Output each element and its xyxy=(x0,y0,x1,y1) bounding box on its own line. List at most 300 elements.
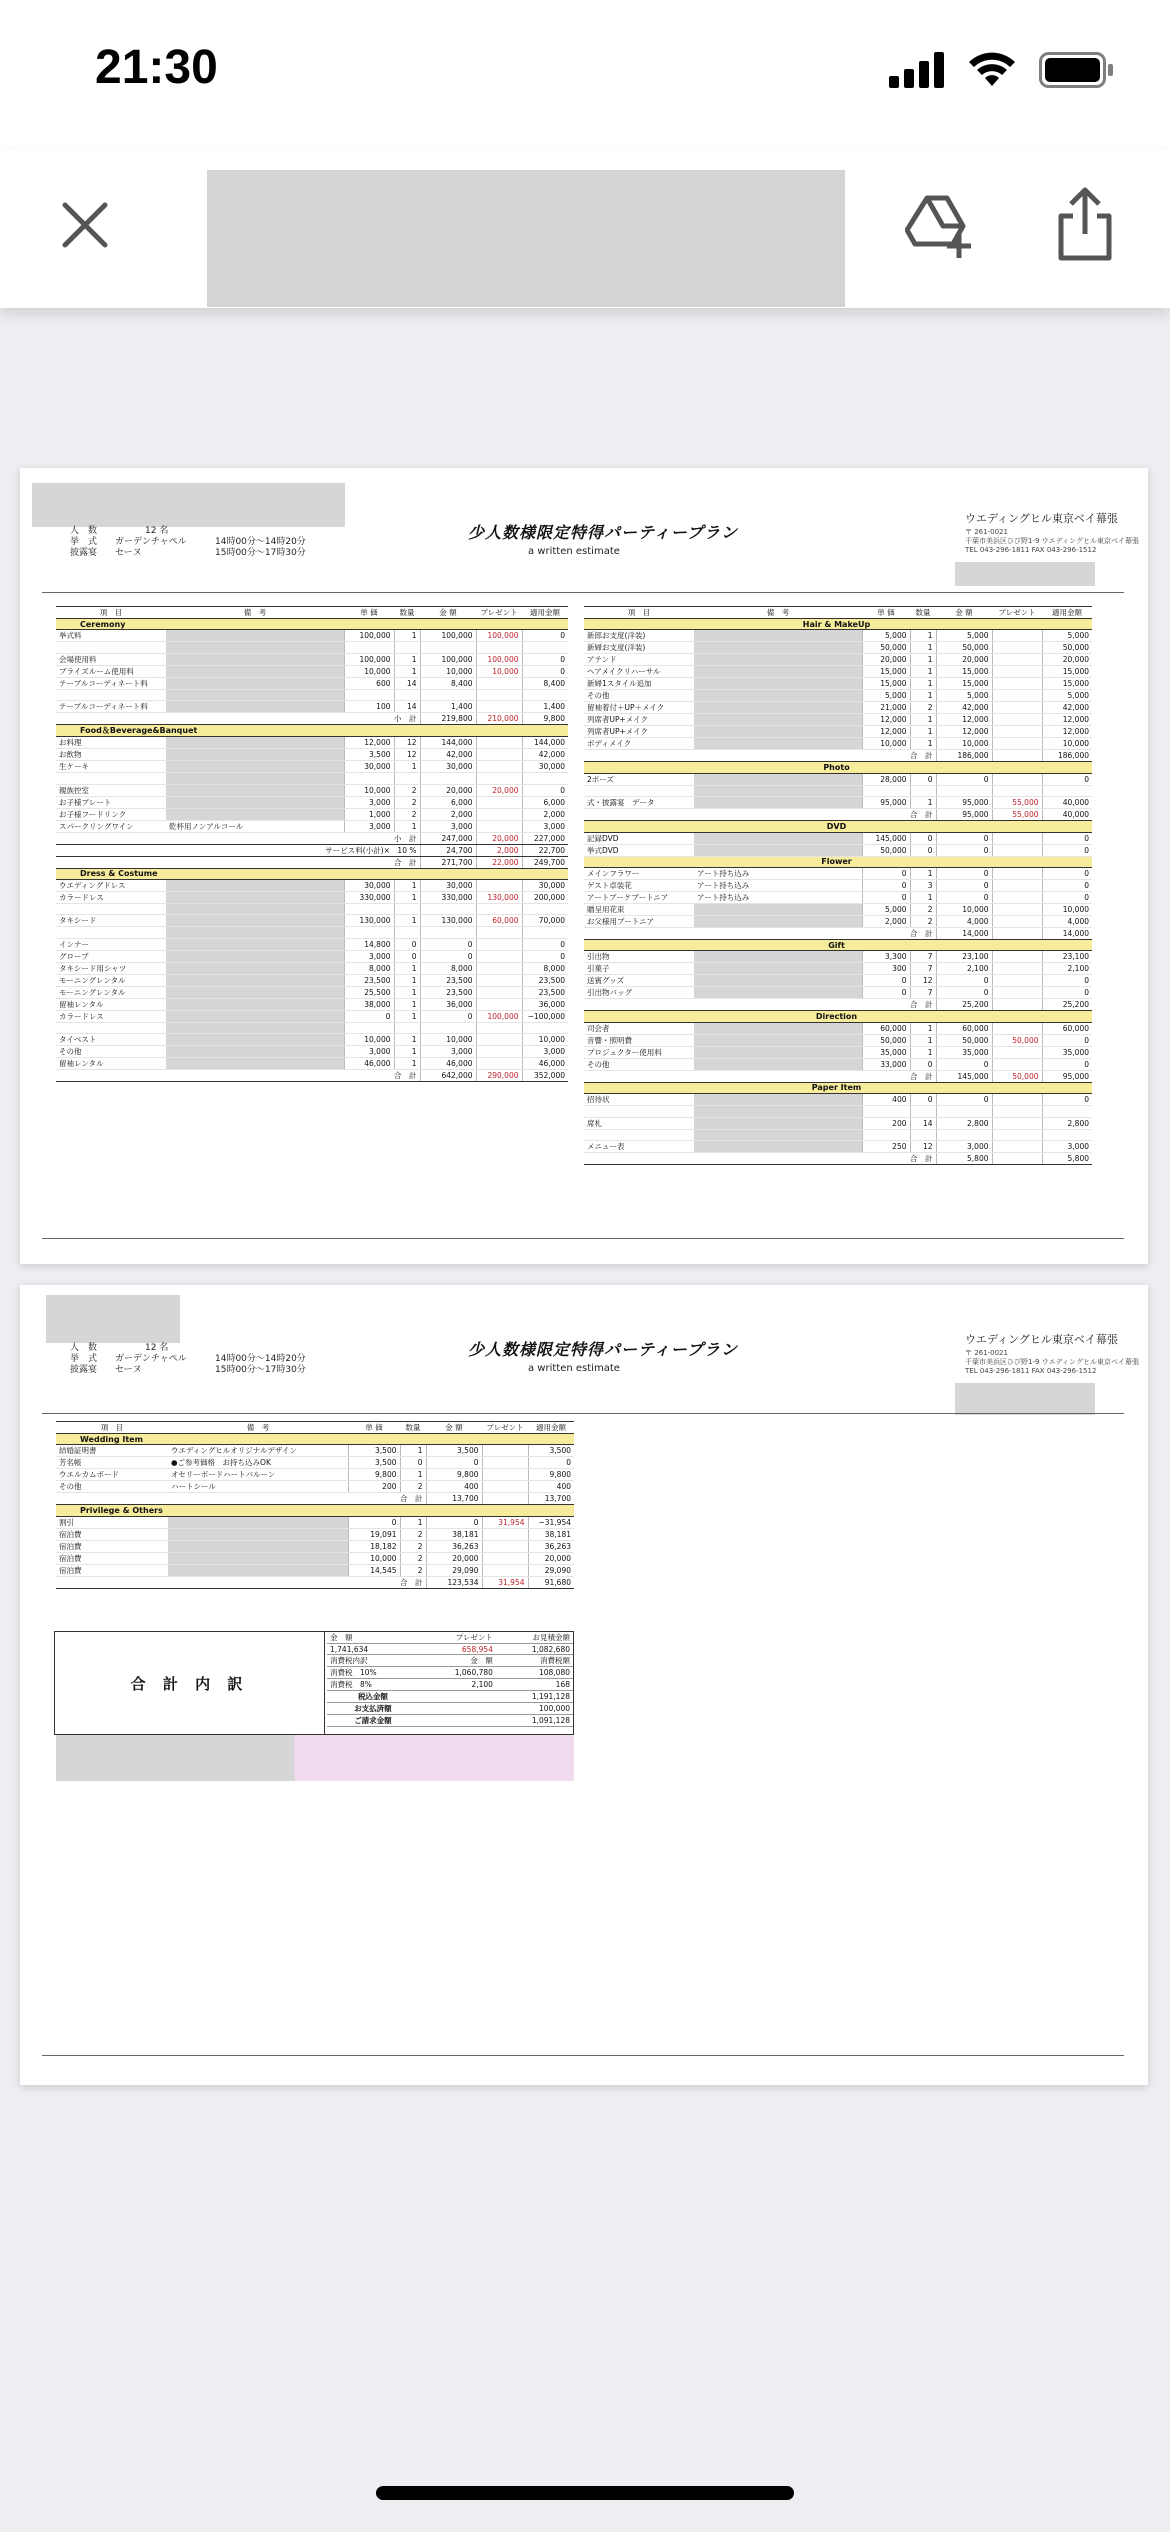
client-tel: TEL 043-296-1811 FAX 043-296-1512 xyxy=(965,1367,1097,1375)
item-value xyxy=(482,1540,528,1552)
item-note xyxy=(694,714,862,726)
table-row xyxy=(584,666,1092,678)
item-value: 2 xyxy=(394,808,420,820)
item-value: 30,000 xyxy=(522,761,568,773)
item-name: 新婦1スタイル追加 xyxy=(584,678,694,690)
item-value xyxy=(992,891,1042,903)
column-header: 備 考 xyxy=(694,607,862,619)
item-value: 35,000 xyxy=(862,1046,910,1058)
column-header: プレゼント xyxy=(476,607,522,619)
item-name: 式・披露宴 データ xyxy=(584,797,694,809)
item-note xyxy=(694,1094,862,1106)
total-value: 95,000 xyxy=(936,809,992,821)
item-value xyxy=(992,903,1042,915)
section-title: Food＆Beverage&Banquet xyxy=(56,725,568,737)
client-postcode: 〒 261-0021 xyxy=(965,528,1008,536)
item-value: 0 xyxy=(936,1094,992,1106)
table-row xyxy=(584,1140,1092,1152)
total-row xyxy=(56,1070,568,1082)
item-name xyxy=(56,642,166,653)
viewer-toolbar xyxy=(0,150,1170,308)
total-value xyxy=(482,1493,528,1505)
item-value: 0 xyxy=(936,773,992,785)
reception-label: 披露宴 xyxy=(70,1365,98,1375)
total-value: 25,200 xyxy=(1042,999,1092,1011)
summary-table xyxy=(327,1632,573,1727)
item-value xyxy=(476,773,522,784)
item-value: 18,182 xyxy=(348,1540,400,1552)
item-value xyxy=(992,1046,1042,1058)
item-value: 30,000 xyxy=(420,879,476,891)
item-value: 3,000 xyxy=(344,950,394,962)
item-note: ウエディングヒルオリジナルデザイン xyxy=(168,1445,348,1457)
section-title: Flower xyxy=(584,856,1092,867)
total-value: 13,700 xyxy=(528,1493,574,1505)
total-label: 合 計 xyxy=(584,750,936,762)
item-value: 23,500 xyxy=(344,974,394,986)
item-value xyxy=(476,737,522,749)
item-value: 0 xyxy=(936,987,992,999)
item-value xyxy=(992,642,1042,654)
item-value: 10,000 xyxy=(420,665,476,677)
total-label: 合 計 xyxy=(56,1070,420,1082)
item-value: 14 xyxy=(394,677,420,689)
item-value: 0 xyxy=(936,891,992,903)
total-value: 210,000 xyxy=(476,713,522,725)
table-row xyxy=(56,820,568,832)
item-value xyxy=(476,1058,522,1070)
table-row xyxy=(56,986,568,998)
item-value xyxy=(476,974,522,986)
total-label: 合 計 xyxy=(584,927,936,939)
item-value: 30,000 xyxy=(344,761,394,773)
item-value: 50,000 xyxy=(992,1034,1042,1046)
item-value: 46,000 xyxy=(420,1058,476,1070)
item-value: 8,000 xyxy=(344,962,394,974)
item-value xyxy=(482,1469,528,1481)
item-name xyxy=(584,785,694,796)
item-value: 20,000 xyxy=(476,784,522,796)
client-address xyxy=(965,528,1139,555)
item-note xyxy=(168,1564,348,1576)
item-value: 0 xyxy=(522,938,568,950)
table-row xyxy=(584,867,1092,879)
item-value: 2,000 xyxy=(522,808,568,820)
item-value xyxy=(992,1129,1042,1140)
item-name xyxy=(56,689,166,700)
item-name: 新郎お支度(洋装) xyxy=(584,630,694,642)
item-note xyxy=(166,891,344,903)
item-value: 2 xyxy=(400,1481,426,1493)
item-value: 1 xyxy=(910,654,936,666)
total-value: 5,800 xyxy=(1042,1152,1092,1164)
item-value: 1 xyxy=(400,1469,426,1481)
summary-cell xyxy=(419,1703,496,1715)
item-name: 留袖レンタル xyxy=(56,998,166,1010)
column-header: 適用金額 xyxy=(522,607,568,619)
item-note xyxy=(166,773,344,784)
share-icon[interactable] xyxy=(1055,186,1115,262)
total-row xyxy=(584,927,1092,939)
item-value: 60,000 xyxy=(1042,1022,1092,1034)
item-value: 1 xyxy=(910,1022,936,1034)
item-value: 1,400 xyxy=(420,701,476,713)
item-value: 12,000 xyxy=(936,714,992,726)
item-value: 12,000 xyxy=(344,737,394,749)
item-value xyxy=(482,1528,528,1540)
item-value: 21,000 xyxy=(862,702,910,714)
item-value: 144,000 xyxy=(522,737,568,749)
total-label: 合 計 xyxy=(584,1070,936,1082)
item-value: 15,000 xyxy=(862,666,910,678)
table-row xyxy=(56,903,568,914)
item-value xyxy=(992,630,1042,642)
item-value: 0 xyxy=(936,975,992,987)
item-value: 0 xyxy=(862,891,910,903)
item-value: 1 xyxy=(394,891,420,903)
table-row xyxy=(584,832,1092,844)
total-label: 合 計 xyxy=(56,1493,426,1505)
item-value xyxy=(992,1117,1042,1129)
home-indicator[interactable] xyxy=(376,2486,794,2500)
item-value: 23,500 xyxy=(522,974,568,986)
item-value: 10,000 xyxy=(344,665,394,677)
item-value: 1 xyxy=(394,998,420,1010)
item-value xyxy=(1042,1106,1092,1117)
item-note xyxy=(166,630,344,642)
table-row xyxy=(584,915,1092,927)
table-row xyxy=(56,737,568,749)
total-label: サービス料(小計)× 10 % xyxy=(56,844,420,856)
item-value: 5,000 xyxy=(862,903,910,915)
section-title: Photo xyxy=(584,762,1092,773)
item-value: 2 xyxy=(400,1540,426,1552)
ceremony-label: 挙 式 xyxy=(70,537,98,547)
item-value: 1 xyxy=(910,1034,936,1046)
item-value: 144,000 xyxy=(420,737,476,749)
table-row xyxy=(56,1516,574,1528)
section-header xyxy=(584,1082,1092,1093)
item-value: 3,000 xyxy=(344,1046,394,1058)
section-title: Gift xyxy=(584,939,1092,950)
item-value xyxy=(420,927,476,938)
section-title: Paper Item xyxy=(584,1082,1092,1093)
item-value xyxy=(394,1022,420,1033)
item-name: メインフラワー xyxy=(584,867,694,879)
item-value: 23,100 xyxy=(936,951,992,963)
item-value: 2 xyxy=(400,1528,426,1540)
item-value: 250 xyxy=(862,1140,910,1152)
column-header: 適用金額 xyxy=(1042,607,1092,619)
item-note xyxy=(694,666,862,678)
item-note xyxy=(694,785,862,796)
item-name: 音響・照明費 xyxy=(584,1034,694,1046)
item-value: 7 xyxy=(910,963,936,975)
item-name: 留袖レンタル xyxy=(56,1058,166,1070)
item-value: 10,000 xyxy=(522,1034,568,1046)
table-row xyxy=(584,1117,1092,1129)
item-name: 列席者UP+メイク xyxy=(584,714,694,726)
item-note xyxy=(166,879,344,891)
item-value: 30,000 xyxy=(522,879,568,891)
table-row xyxy=(56,749,568,761)
item-note xyxy=(694,678,862,690)
item-note xyxy=(166,938,344,950)
item-value: 50,000 xyxy=(1042,642,1092,654)
item-value: 12 xyxy=(394,737,420,749)
item-value: 7 xyxy=(910,987,936,999)
item-note xyxy=(166,737,344,749)
item-value: 95,000 xyxy=(862,797,910,809)
item-note xyxy=(694,987,862,999)
item-value xyxy=(522,642,568,653)
table-row xyxy=(56,962,568,974)
item-value xyxy=(394,903,420,914)
item-value: 3,500 xyxy=(348,1457,400,1469)
close-icon[interactable] xyxy=(55,195,115,255)
item-value: 0 xyxy=(522,784,568,796)
table-row xyxy=(56,927,568,938)
item-note xyxy=(694,975,862,987)
item-value xyxy=(910,1106,936,1117)
table-row xyxy=(56,950,568,962)
total-label: 合 計 xyxy=(56,1576,426,1588)
section-header xyxy=(56,1434,574,1445)
item-value xyxy=(992,678,1042,690)
item-name: その他 xyxy=(584,690,694,702)
item-value: 1 xyxy=(910,630,936,642)
item-value: 50,000 xyxy=(936,1034,992,1046)
item-value: 6,000 xyxy=(522,796,568,808)
item-value: 1 xyxy=(394,653,420,665)
column-header: 金 額 xyxy=(426,1422,482,1434)
item-note xyxy=(694,642,862,654)
table-row xyxy=(584,879,1092,891)
item-value: 5,000 xyxy=(936,690,992,702)
item-value: 0 xyxy=(522,665,568,677)
item-value: 10,000 xyxy=(476,665,522,677)
item-name: 生ケーキ xyxy=(56,761,166,773)
column-header: 項 目 xyxy=(56,607,166,619)
summary-cell: 消費税内訳 xyxy=(327,1655,419,1667)
item-value: 20,000 xyxy=(528,1552,574,1564)
table-row xyxy=(56,689,568,700)
total-value xyxy=(992,999,1042,1011)
item-value: 1 xyxy=(910,797,936,809)
item-value: 50,000 xyxy=(862,1034,910,1046)
summary-cell: 金 額 xyxy=(327,1632,419,1644)
table-row xyxy=(584,785,1092,796)
table-row xyxy=(56,653,568,665)
item-value: 130,000 xyxy=(344,915,394,927)
item-value: 3,000 xyxy=(522,820,568,832)
item-value: −100,000 xyxy=(522,1010,568,1022)
status-time: 21:30 xyxy=(95,41,218,94)
column-header: 数量 xyxy=(400,1422,426,1434)
item-value: 12,000 xyxy=(862,726,910,738)
table-row xyxy=(584,1129,1092,1140)
item-value: 1 xyxy=(910,1046,936,1058)
item-value xyxy=(910,1129,936,1140)
table-row xyxy=(584,738,1092,750)
item-value xyxy=(476,1034,522,1046)
item-value: 0 xyxy=(936,867,992,879)
table-row xyxy=(584,1034,1092,1046)
total-row xyxy=(584,750,1092,762)
guests-value: 12 名 xyxy=(145,526,169,536)
item-value: 28,000 xyxy=(862,773,910,785)
total-value: 290,000 xyxy=(476,1070,522,1082)
total-value: 249,700 xyxy=(522,856,568,868)
item-note xyxy=(694,654,862,666)
item-note xyxy=(168,1516,348,1528)
item-value: 0 xyxy=(394,938,420,950)
item-value: 12 xyxy=(394,749,420,761)
item-value: 0 xyxy=(936,832,992,844)
column-header: 金 額 xyxy=(420,607,476,619)
item-name: テーブルコーディネート料 xyxy=(56,677,166,689)
column-header: 項 目 xyxy=(56,1422,168,1434)
item-value: 50,000 xyxy=(862,642,910,654)
item-value xyxy=(992,654,1042,666)
item-value: 15,000 xyxy=(1042,678,1092,690)
ceremony-value: ガーデンチャペル xyxy=(115,1354,187,1364)
item-value: 10,000 xyxy=(1042,738,1092,750)
table-row xyxy=(584,678,1092,690)
item-value: 3,000 xyxy=(420,820,476,832)
item-value: 10,000 xyxy=(344,784,394,796)
item-value: 14 xyxy=(910,1117,936,1129)
item-value xyxy=(992,987,1042,999)
table-row xyxy=(56,642,568,653)
item-value: 36,263 xyxy=(528,1540,574,1552)
column-header: 単 価 xyxy=(862,607,910,619)
item-value xyxy=(476,677,522,689)
total-value: 22,000 xyxy=(476,856,522,868)
item-value xyxy=(476,962,522,974)
total-label: 合 計 xyxy=(584,1152,936,1164)
table-row xyxy=(56,1481,574,1493)
table-row xyxy=(56,630,568,642)
summary-box xyxy=(54,1631,574,1735)
section-title: Dress & Costume xyxy=(56,868,568,879)
item-value xyxy=(420,903,476,914)
item-value: 2,100 xyxy=(1042,963,1092,975)
item-name: 会場使用料 xyxy=(56,653,166,665)
item-value: 0 xyxy=(1042,844,1092,856)
event-info xyxy=(70,1343,187,1376)
item-value: 10,000 xyxy=(344,1034,394,1046)
item-name: タイベスト xyxy=(56,1034,166,1046)
item-name: プロジェクター使用料 xyxy=(584,1046,694,1058)
item-name xyxy=(56,1022,166,1033)
item-value: 30,000 xyxy=(344,879,394,891)
total-value: 24,700 xyxy=(420,844,476,856)
item-value: 0 xyxy=(910,773,936,785)
item-value xyxy=(992,867,1042,879)
item-value: 0 xyxy=(348,1516,400,1528)
item-value xyxy=(476,927,522,938)
table-row xyxy=(584,987,1092,999)
item-note xyxy=(694,702,862,714)
item-value: 4,000 xyxy=(936,915,992,927)
item-note xyxy=(166,653,344,665)
item-value: 0 xyxy=(1042,832,1092,844)
item-value: 2 xyxy=(394,784,420,796)
estimate-table-right xyxy=(584,606,1092,1165)
item-value xyxy=(992,975,1042,987)
item-value: 330,000 xyxy=(420,891,476,903)
item-name: ウエディングドレス xyxy=(56,879,166,891)
estimate-table-left xyxy=(56,606,568,1082)
item-value xyxy=(344,642,394,653)
section-header xyxy=(56,725,568,737)
item-value: 15,000 xyxy=(936,678,992,690)
item-value xyxy=(862,785,910,796)
item-value: 0 xyxy=(862,879,910,891)
item-value: 400 xyxy=(862,1094,910,1106)
item-value: 130,000 xyxy=(476,891,522,903)
item-value xyxy=(420,642,476,653)
item-value: 25,500 xyxy=(344,986,394,998)
item-name: インナー xyxy=(56,938,166,950)
column-header: 数量 xyxy=(910,607,936,619)
item-value: 2 xyxy=(400,1552,426,1564)
item-name: モーニングレンタル xyxy=(56,974,166,986)
column-header: 備 考 xyxy=(168,1422,348,1434)
item-value xyxy=(936,1129,992,1140)
item-name: ブライズルーム使用料 xyxy=(56,665,166,677)
item-value: 3,500 xyxy=(344,749,394,761)
total-row xyxy=(56,832,568,844)
item-value: 0 xyxy=(1042,987,1092,999)
total-row xyxy=(56,856,568,868)
item-value xyxy=(476,998,522,1010)
column-header: 項 目 xyxy=(584,607,694,619)
reception-time: 15時00分～17時30分 xyxy=(215,1365,306,1375)
item-name: アートブーケブートニア xyxy=(584,891,694,903)
item-value xyxy=(992,666,1042,678)
table-row xyxy=(584,1046,1092,1058)
status-bar xyxy=(0,0,1170,150)
item-value: 1 xyxy=(394,879,420,891)
item-value: 12,000 xyxy=(862,714,910,726)
drive-add-icon[interactable] xyxy=(905,190,975,260)
item-value: 30,000 xyxy=(420,761,476,773)
item-value: 0 xyxy=(1042,1094,1092,1106)
item-note xyxy=(166,998,344,1010)
total-value: 145,000 xyxy=(936,1070,992,1082)
item-name: テーブルコーディネート料 xyxy=(56,701,166,713)
item-note xyxy=(168,1540,348,1552)
item-value xyxy=(936,785,992,796)
item-value: 95,000 xyxy=(936,797,992,809)
total-label: 小 計 xyxy=(56,713,420,725)
redacted-block xyxy=(955,1383,1095,1415)
section-title: Privilege & Others xyxy=(56,1505,574,1516)
item-value xyxy=(420,773,476,784)
item-value: 0 xyxy=(862,987,910,999)
item-value xyxy=(476,986,522,998)
ceremony-label: 挙 式 xyxy=(70,1354,98,1364)
item-value: 1 xyxy=(394,1058,420,1070)
table-row xyxy=(56,1034,568,1046)
item-name: グローブ xyxy=(56,950,166,962)
item-name: 宿泊費 xyxy=(56,1528,168,1540)
item-note xyxy=(166,1010,344,1022)
section-title: DVD xyxy=(584,821,1092,832)
summary-cell: お支払済額 xyxy=(327,1703,419,1715)
